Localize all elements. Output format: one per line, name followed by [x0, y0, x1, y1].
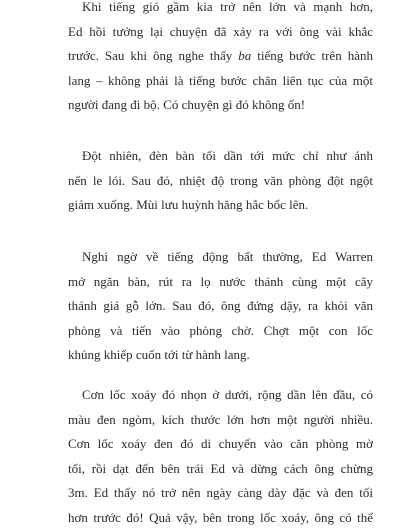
text-line: 3m. Ed thấy nó trở nên ngày càng dày đặc và đen tối — [68, 481, 373, 506]
text-line: màu đen ngòm, kích thước lớn hơn một người nhiều. — [68, 408, 373, 433]
text-line: người đang đi bộ. Có chuyện gì đó không ổn! — [68, 93, 373, 118]
text-line: Đột nhiên, đèn bàn tối dần tới mức chỉ như ánh — [68, 144, 373, 169]
text-segment: tiếng bước trên hành — [251, 48, 373, 63]
text-line: Khi tiếng gió gầm kia trở nên lớn và mạnh hơn, — [68, 0, 373, 20]
paragraph-3 — [68, 245, 373, 368]
paragraph-2 — [68, 144, 373, 218]
paragraph-4 — [68, 383, 373, 530]
text-line: mở ngăn bàn, rút ra lọ nước thánh cùng một cây — [68, 270, 373, 295]
text-line: Cơn lốc xoáy đó nhọn ở dưới, rộng dần lên đầu, có — [68, 383, 373, 408]
text-line: Nghi ngờ về tiếng động bất thường, Ed Warren — [68, 245, 373, 270]
text-segment: trước. Sau khi ông nghe thấy — [68, 48, 238, 63]
emphasized-word: ba — [238, 48, 251, 63]
paragraph-1 — [68, 0, 373, 118]
text-line: Cơn lốc xoáy đen đó di chuyển vào căn phòng mờ — [68, 432, 373, 457]
text-line: lang – không phải là tiếng bước chân liên tục của một — [68, 69, 373, 94]
text-line-mixed — [68, 44, 373, 69]
text-line: thánh giá gỗ lớn. Sau đó, ông đứng dậy, ra khỏi văn — [68, 294, 373, 319]
text-line: tối, rồi dạt đến bên trái Ed và dừng cách ông chừng — [68, 457, 373, 482]
text-line: giảm xuống. Mùi lưu huỳnh hăng hắc bốc lên. — [68, 193, 373, 218]
text-line: khủng khiếp cuốn tới từ hành lang. — [68, 343, 373, 368]
text-line: nến le lói. Sau đó, nhiệt độ trong văn phòng đột ngột — [68, 169, 373, 194]
text-line: hơn trước đó! Quả vậy, bên trong lốc xoáy, ông có thể — [68, 506, 373, 530]
text-line: phòng và tiến vào phòng chờ. Chợt một con lốc — [68, 319, 373, 344]
text-line: Ed hồi tưởng lại chuyện đã xảy ra với ông vài khắc — [68, 20, 373, 45]
